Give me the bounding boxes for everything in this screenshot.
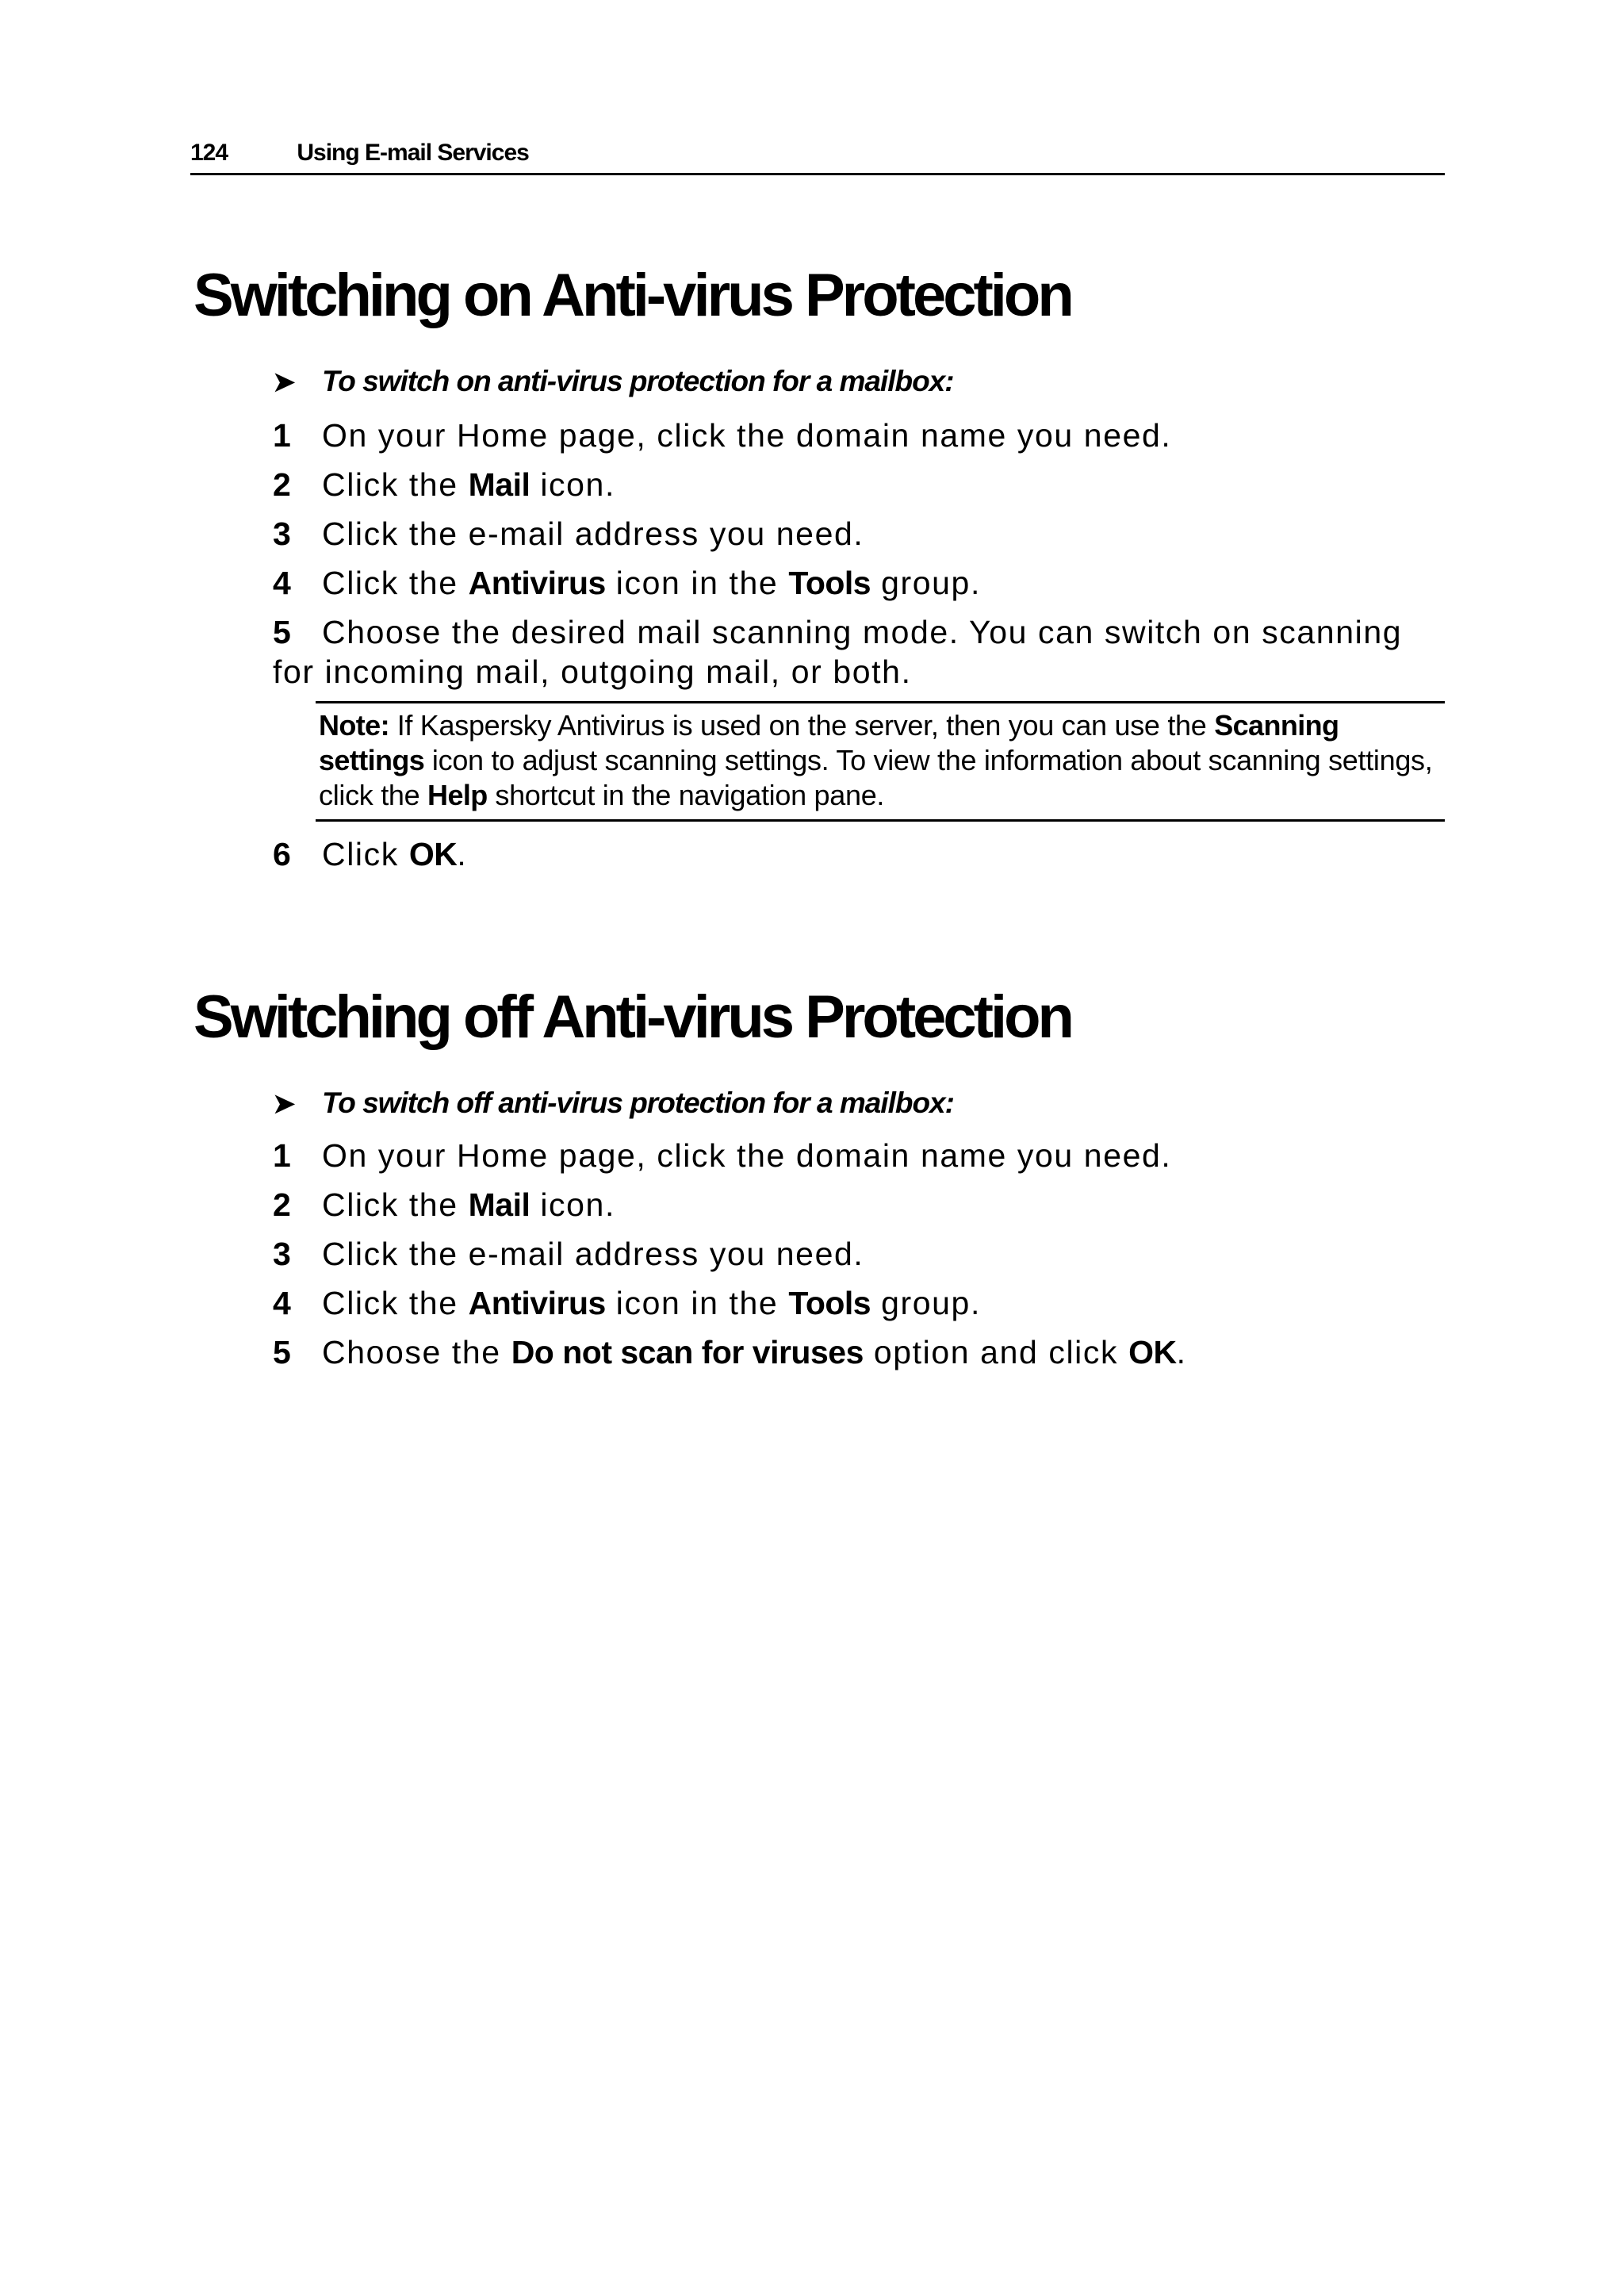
step-item — [273, 416, 1462, 455]
running-title: Using E-mail Services — [297, 140, 529, 166]
step-number: 1 — [273, 417, 291, 454]
step-text: On your Home page, click the domain name you need. — [322, 417, 1172, 454]
step-text: Click the Mail icon. — [322, 466, 615, 503]
step-number: 2 — [273, 466, 291, 503]
step-item — [273, 465, 1462, 504]
running-header — [190, 135, 1445, 175]
step-text: On your Home page, click the domain name you need. — [322, 1137, 1172, 1174]
section-title-switch-on: Switching on Anti-virus Protection — [193, 262, 1071, 329]
step-number: 4 — [273, 565, 291, 601]
arrowhead-bullet-icon: ➤ — [273, 367, 295, 397]
section-title-switch-off: Switching off Anti-virus Protection — [193, 983, 1071, 1051]
step-text: Click the Mail icon. — [322, 1186, 615, 1223]
final-step-switch-on — [273, 834, 1462, 874]
step-item — [273, 1283, 1462, 1323]
step-item — [273, 563, 1462, 603]
step-number: 1 — [273, 1137, 291, 1174]
step-text: Click the e-mail address you need. — [322, 1236, 864, 1272]
procedure-intro-text: To switch off anti-virus protection for a mailbox: — [322, 1087, 954, 1119]
step-text: Click the Antivirus icon in the Tools group. — [322, 1285, 981, 1321]
note-label: Note: — [319, 709, 389, 742]
step-item — [273, 612, 1431, 692]
step-text: Choose the desired mail scanning mode. You can switch on scanning for incoming mail, outgoing mail, or both. — [273, 614, 1403, 690]
step-item — [273, 1185, 1462, 1225]
step-text: Choose the Do not scan for viruses option and click OK. — [322, 1334, 1187, 1370]
step-number: 5 — [273, 614, 291, 650]
procedure-intro-switch-off — [273, 1083, 954, 1124]
step-text: Click the Antivirus icon in the Tools group. — [322, 565, 981, 601]
steps-list-switch-off — [273, 1136, 1462, 1372]
step-number: 3 — [273, 516, 291, 552]
step-number: 5 — [273, 1334, 291, 1370]
steps-list-switch-on — [273, 416, 1462, 692]
step-text: Click the e-mail address you need. — [322, 516, 864, 552]
step-item — [273, 514, 1462, 554]
step-item — [273, 834, 1462, 874]
step-item — [273, 1332, 1462, 1372]
step-number: 4 — [273, 1285, 291, 1321]
arrowhead-bullet-icon: ➤ — [273, 1089, 295, 1119]
step-item — [273, 1136, 1462, 1175]
step-number: 2 — [273, 1186, 291, 1223]
procedure-intro-switch-on — [273, 362, 954, 402]
page-number: 124 — [190, 140, 228, 166]
step-number: 6 — [273, 836, 291, 872]
step-text: Click OK. — [322, 836, 468, 872]
step-item — [273, 1234, 1462, 1274]
step-number: 3 — [273, 1236, 291, 1272]
note-box: Note: If Kaspersky Antivirus is used on the server, then you can use the Scanning settings icon to adjust scanning settings. To view the information about scanning settings, click the Help shortcut in the navigation pane. — [316, 701, 1445, 822]
procedure-intro-text: To switch on anti-virus protection for a mailbox: — [322, 365, 954, 397]
